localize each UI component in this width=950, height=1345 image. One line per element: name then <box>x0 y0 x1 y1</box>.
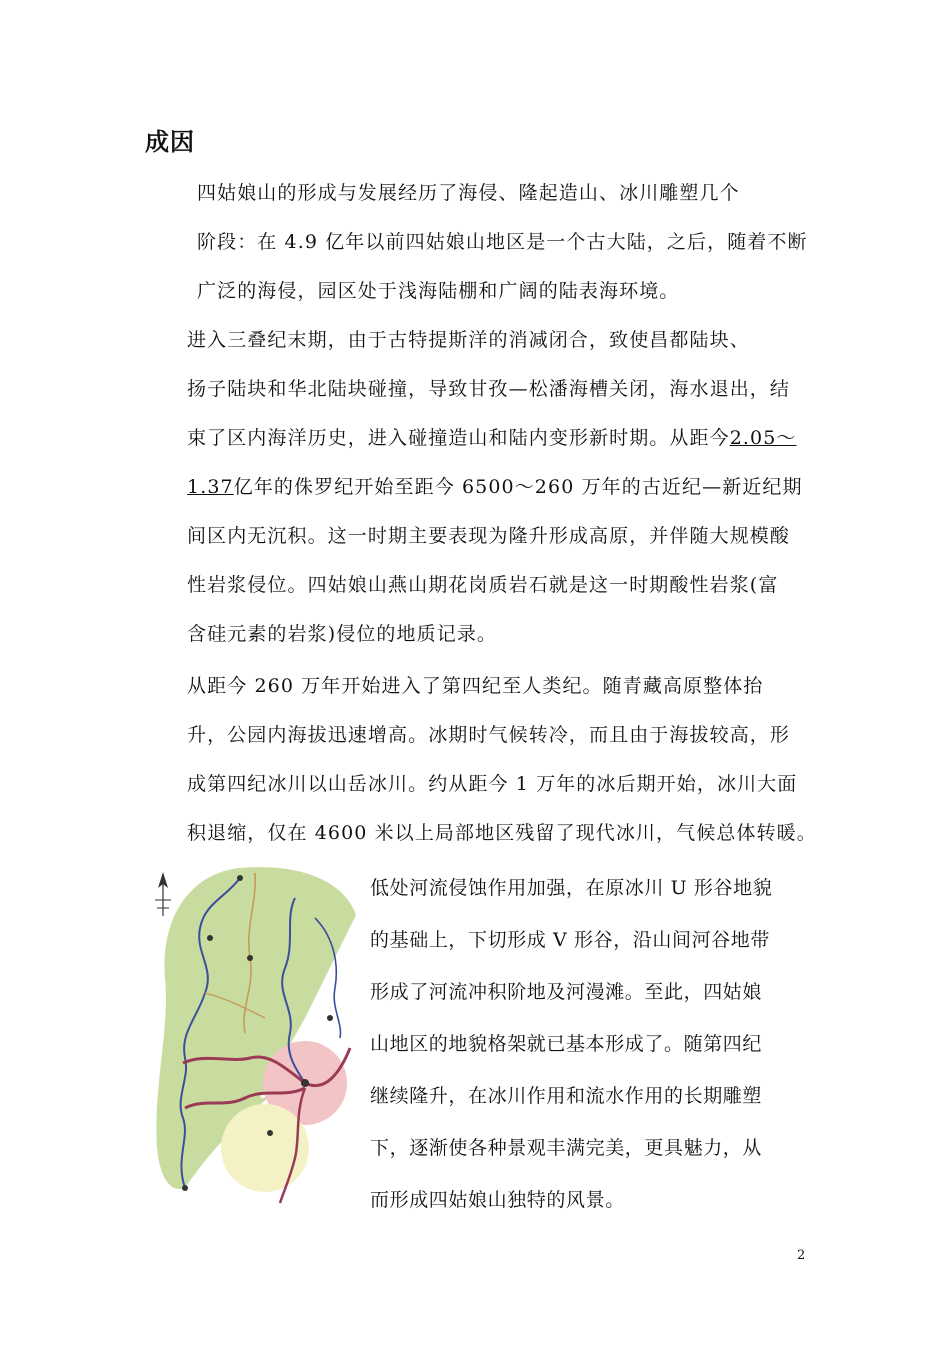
page-number: 2 <box>797 1248 806 1263</box>
underlined-date-range: 2.05～ <box>729 427 797 449</box>
map-town-marker <box>267 1130 273 1136</box>
paragraph-2-line: 扬子陆块和华北陆块碰撞，导致甘孜—松潘海槽关闭，海水退出，结 <box>187 378 791 400</box>
paragraph-1-line: 四姑娘山的形成与发展经历了海侵、隆起造山、冰川雕塑几个 <box>197 182 740 204</box>
paragraph-2-line <box>145 414 807 463</box>
paragraph-1 <box>145 169 807 316</box>
wrapped-paragraph-line: 低处河流侵蚀作用加强，在原冰川 U 形谷地貌 <box>370 877 773 899</box>
wrapped-paragraph-line: 继续隆升，在冰川作用和流水作用的长期雕塑 <box>370 1085 763 1107</box>
wrapped-paragraph-line: 的基础上，下切形成 V 形谷，沿山间河谷地带 <box>370 929 771 951</box>
paragraph-2-line: 进入三叠纪末期，由于古特提斯洋的消减闭合，致使昌都陆块、 <box>187 329 750 351</box>
map-town-marker <box>182 1185 188 1191</box>
paragraph-2-line <box>145 463 807 512</box>
paragraph-2-line: 间区内无沉积。这一时期主要表现为隆升形成高原，并伴随大规模酸 <box>187 525 791 547</box>
north-arrow-icon <box>155 872 171 916</box>
paragraph-1-line: 阶段：在 4.9 亿年以前四姑娘山地区是一个古大陆，之后，随着不断 <box>197 231 808 253</box>
paragraph-1-line: 广泛的海侵，园区处于浅海陆棚和广阔的陆表海环境。 <box>197 280 680 302</box>
wrapped-paragraph-line: 而形成四姑娘山独特的风景。 <box>370 1189 625 1211</box>
map-town-marker <box>247 955 253 961</box>
section-heading: 成因 <box>145 128 195 156</box>
paragraph-3-line: 成第四纪冰川以山岳冰川。约从距今 1 万年的冰后期开始，冰川大面 <box>187 773 798 795</box>
map-town-marker <box>301 1079 309 1087</box>
paragraph-2-line: 性岩浆侵位。四姑娘山燕山期花岗质岩石就是这一时期酸性岩浆(富 <box>187 574 779 596</box>
map-town-marker <box>207 935 213 941</box>
paragraph-3 <box>145 662 817 858</box>
underlined-date-range: 1.37 <box>187 476 234 498</box>
paragraph-2-text: 束了区内海洋历史，进入碰撞造山和陆内变形新时期。从距今 <box>187 427 730 449</box>
paragraph-2-text: 亿年的侏罗纪开始至距今 6500～260 万年的古近纪—新近纪期 <box>233 476 803 498</box>
wrapped-paragraph-line: 下，逐渐使各种景观丰满完美，更具魅力，从 <box>370 1137 763 1159</box>
wrapped-paragraph-line: 山地区的地貌格架就已基本形成了。随第四纪 <box>370 1033 763 1055</box>
paragraph-3-line: 积退缩，仅在 4600 米以上局部地区残留了现代冰川，气候总体转暖。 <box>187 822 817 844</box>
paragraph-2-line: 含硅元素的岩浆)侵位的地质记录。 <box>187 623 498 645</box>
wrapped-paragraph-line: 形成了河流冲积阶地及河漫滩。至此，四姑娘 <box>370 981 763 1003</box>
map-town-marker <box>327 1015 333 1021</box>
paragraph-2 <box>145 316 807 659</box>
map-town-marker <box>237 875 243 881</box>
paragraph-3-line: 升，公园内海拔迅速增高。冰期时气候转冷，而且由于海拔较高，形 <box>187 724 791 746</box>
area-map-image <box>145 858 357 1210</box>
paragraph-3-line: 从距今 260 万年开始进入了第四纪至人类纪。随青藏高原整体抬 <box>187 675 764 697</box>
wrapped-paragraph <box>370 862 810 1226</box>
